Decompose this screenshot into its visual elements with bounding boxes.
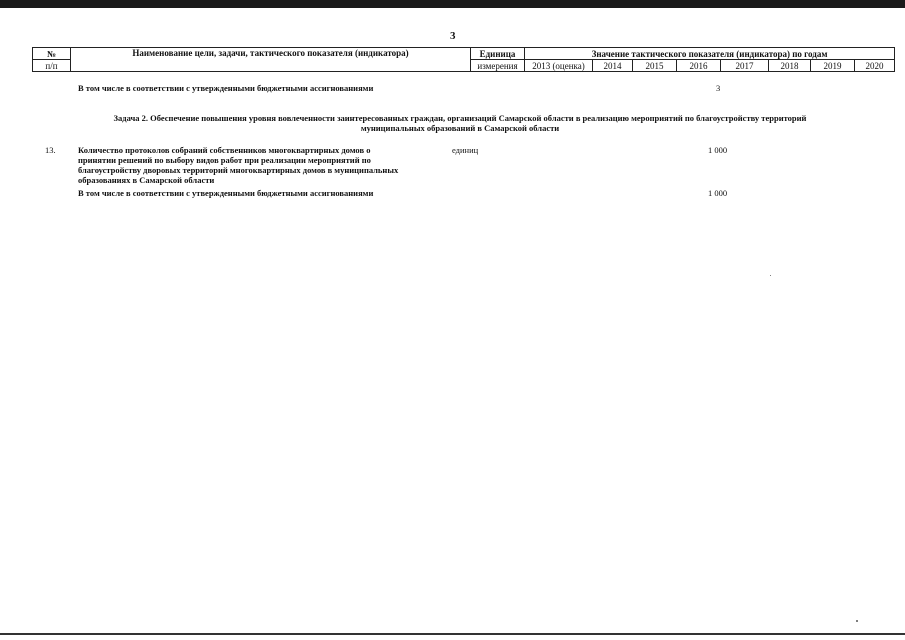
task-2-heading [60, 113, 860, 133]
budget-row-label: В том числе в соответствии с утвержденными бюджетными ассигнованиями [78, 188, 374, 198]
year-header: 2013 (оценка) [525, 60, 593, 72]
task-2-line-2: муниципальных образований в Самарской области [360, 123, 560, 133]
col-name-header: Наименование цели, задачи, тактического показателя (индикатора) [71, 48, 471, 72]
col-unit-header: Единица [471, 48, 525, 60]
item-name [78, 145, 434, 185]
task-2-line-1: Задача 2. Обеспечение повышения уровня вовлеченности заинтересованных граждан, организаций Самарской области в реализацию мероприятий по благоустройству территорий [113, 113, 807, 123]
item-name-line: образованиях в Самарской области [78, 175, 215, 185]
item-name-line: Количество протоколов собраний собственников многоквартирных домов о [78, 145, 371, 155]
col-unit-subheader: измерения [471, 60, 525, 72]
indicator-table-header [32, 47, 895, 72]
budget-row-value-2017: 1 000 [708, 188, 728, 198]
year-header: 2020 [855, 60, 895, 72]
col-values-header: Значение тактического показателя (индикатора) по годам [525, 48, 895, 60]
scan-bottom-border [0, 633, 905, 635]
col-number-subheader: п/п [33, 60, 71, 72]
scan-speck [770, 275, 771, 276]
scan-top-border [0, 0, 905, 8]
item-name-line: благоустройству дворовых территорий многоквартирных домов в муниципальных [78, 165, 399, 175]
page-number: 3 [450, 30, 456, 42]
item-value-2017: 1 000 [708, 145, 728, 155]
budget-row-label: В том числе в соответствии с утвержденными бюджетными ассигнованиями [78, 83, 374, 93]
year-header: 2017 [721, 60, 769, 72]
year-header: 2019 [811, 60, 855, 72]
year-header: 2018 [769, 60, 811, 72]
item-number: 13. [45, 145, 56, 155]
scan-speck [856, 620, 858, 622]
budget-row-value-2017: 3 [716, 83, 721, 93]
year-header: 2014 [593, 60, 633, 72]
year-header: 2016 [677, 60, 721, 72]
item-name-line: принятии решений по выбору видов работ при реализации мероприятий по [78, 155, 371, 165]
year-header: 2015 [633, 60, 677, 72]
col-number-header: № [33, 48, 71, 60]
item-unit: единиц [452, 145, 479, 155]
